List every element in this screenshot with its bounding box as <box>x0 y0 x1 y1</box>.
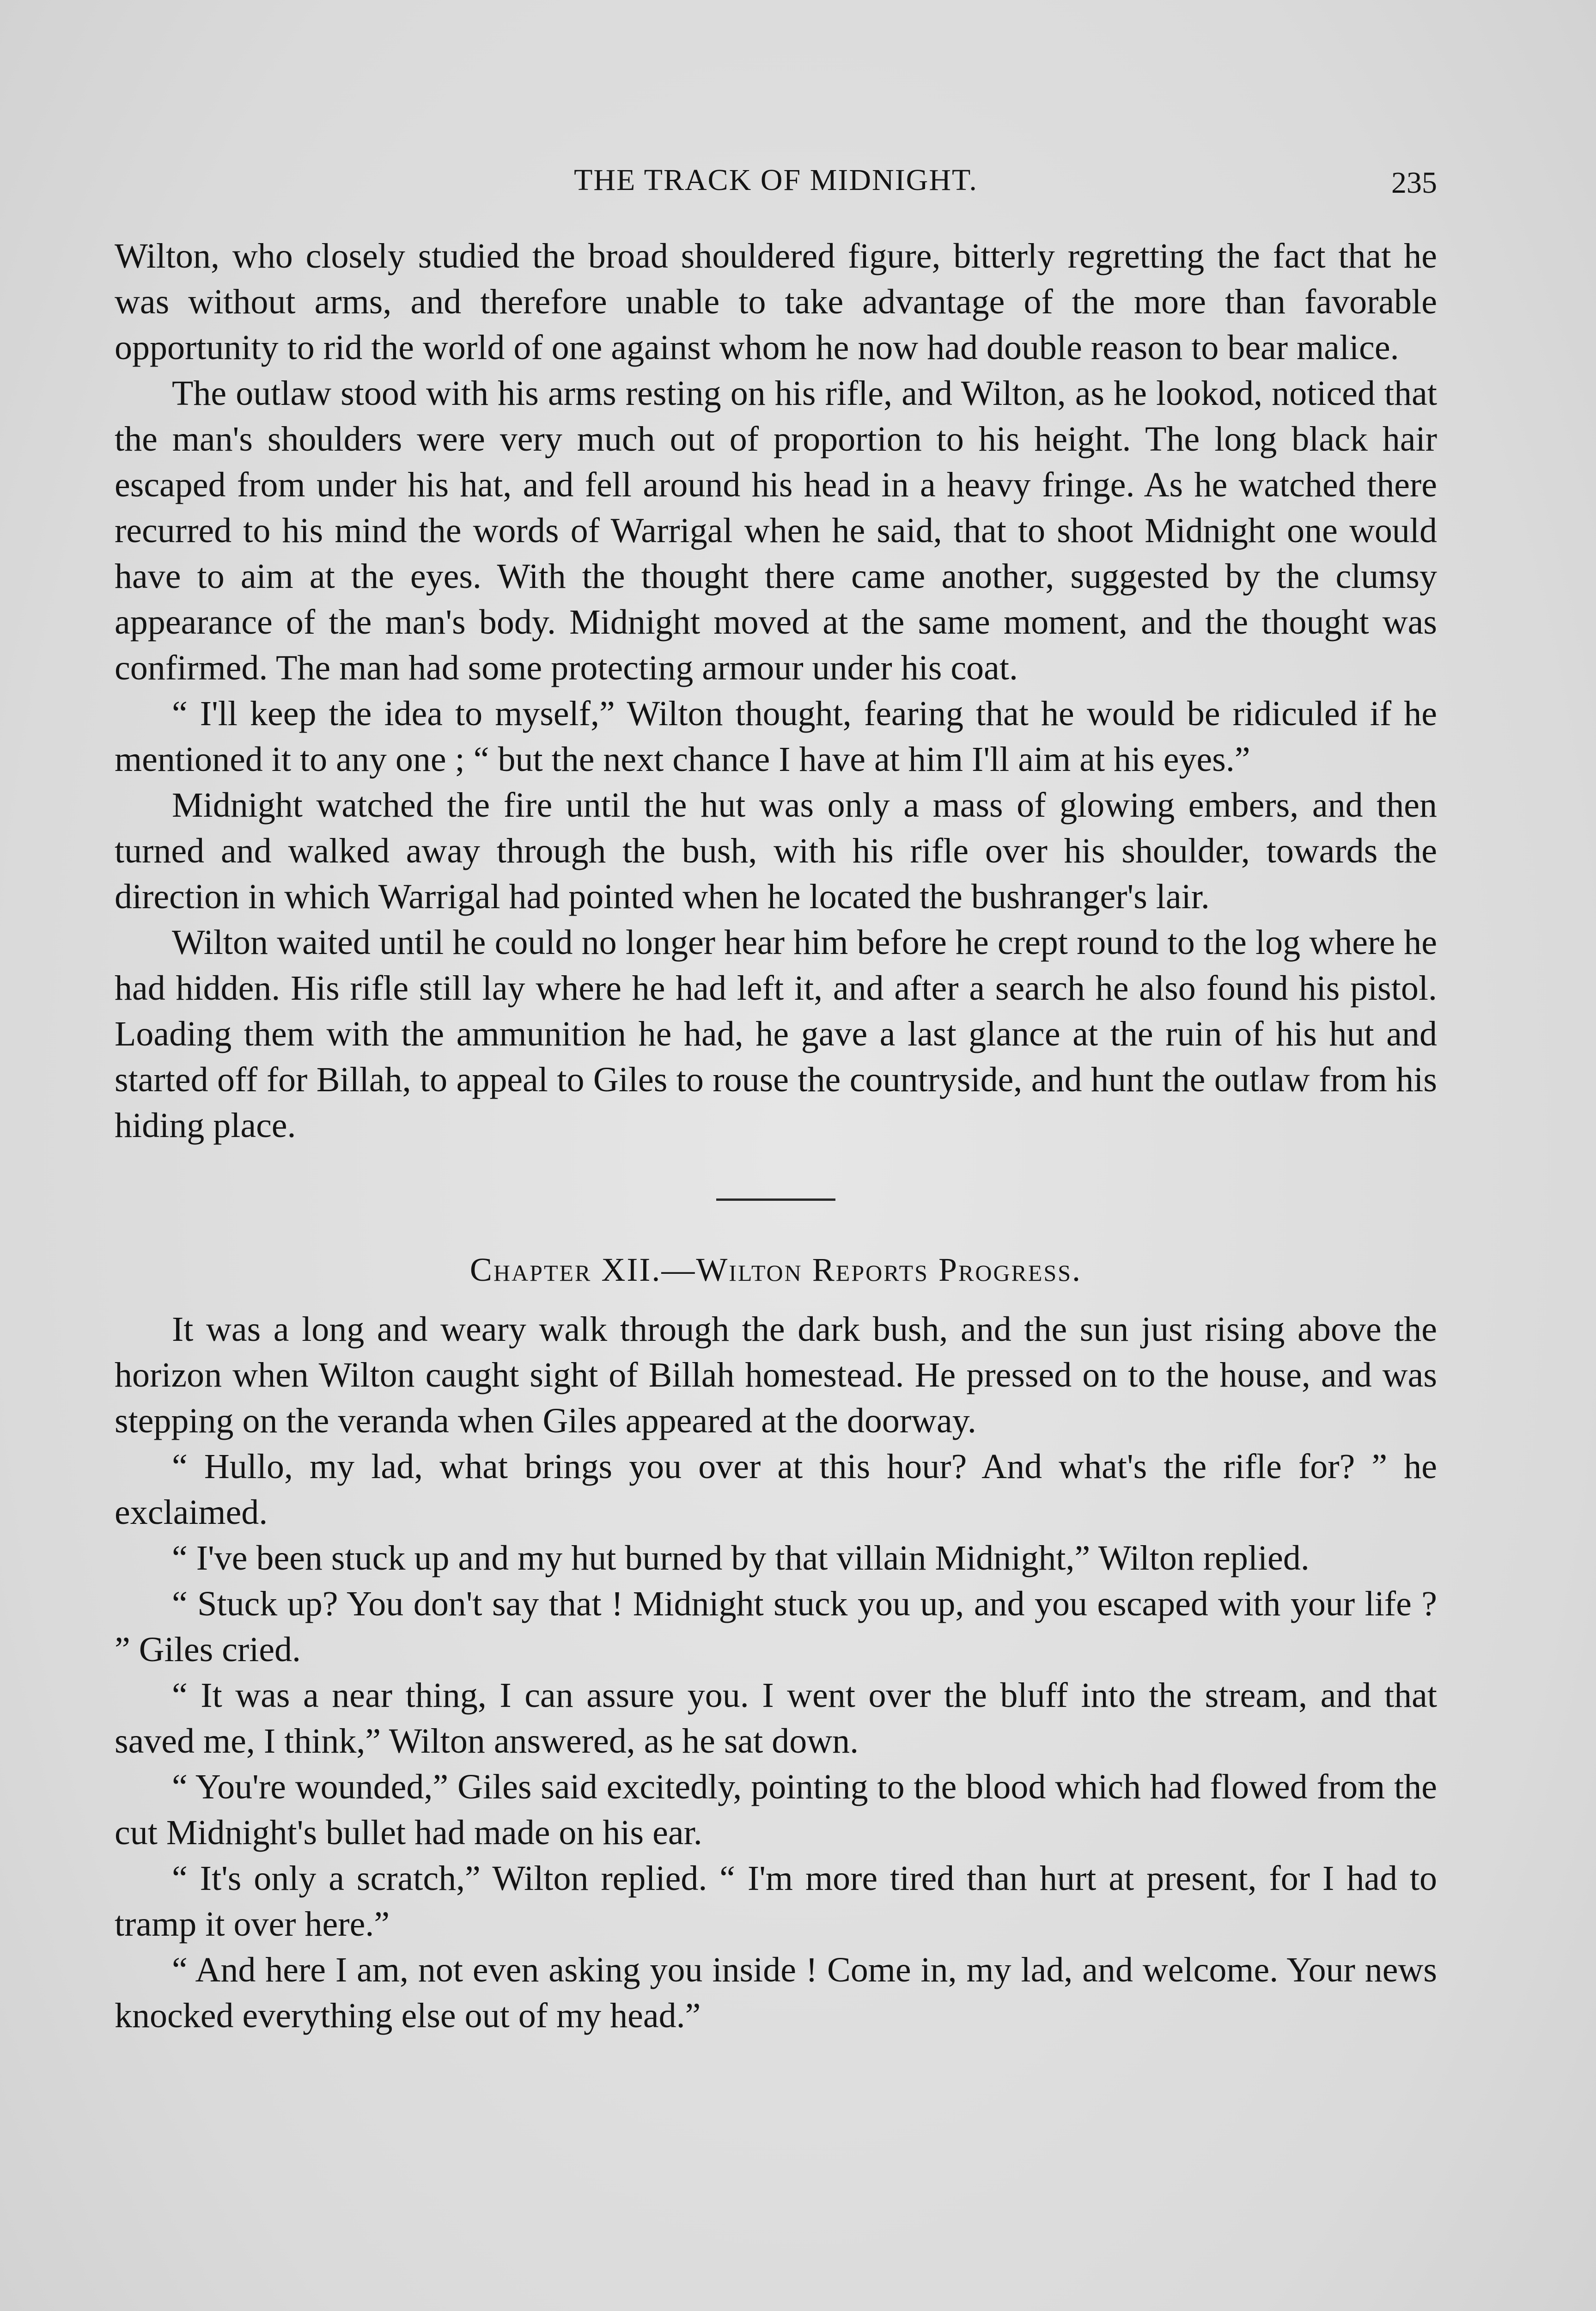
paragraph: “ It was a near thing, I can assure you. I went over the bluff into the stream, and that saved me, I think,” Wilton answered, as he sat down. <box>115 1676 1437 1761</box>
section-divider <box>716 1198 835 1201</box>
paragraph: “ Hullo, my lad, what brings you over at this hour? And what's the rifle for? ” he exclaimed. <box>115 1447 1437 1532</box>
paragraph: “ It's only a scratch,” Wilton replied. “ I'm more tired than hurt at present, for I had to tramp it over here.” <box>115 1859 1437 1944</box>
body-text <box>115 233 1437 2039</box>
paragraph: Wilton, who closely studied the broad shouldered figure, bitterly regretting the fact that he was without arms, and therefore unable to take advantage of the more than favorable opportunity to rid the world of one against whom he now had double reason to bear malice. <box>115 237 1437 367</box>
paragraph: “ And here I am, not even asking you inside ! Come in, my lad, and welcome. Your news knocked everything else out of my head.” <box>115 1950 1437 2035</box>
paragraph: Wilton waited until he could no longer hear him before he crept round to the log where he had hidden. His rifle still lay where he had left it, and after a search he also found his pistol. Loading them with the ammunition he had, he gave a last glance at the ruin of his hut and started off for Billah, to appeal to Giles to rouse the countryside, and hunt the outlaw from his hiding place. <box>115 923 1437 1145</box>
paragraph: “ I've been stuck up and my hut burned by that villain Midnight,” Wilton replied. <box>172 1539 1310 1577</box>
paragraph: Midnight watched the fire until the hut was only a mass of glowing embers, and then turned and walked away through the bush, with his rifle over his shoulder, towards the direction in which Warrigal had pointed when he located the bushranger's lair. <box>115 786 1437 916</box>
running-head <box>115 163 1437 209</box>
paragraph: It was a long and weary walk through the dark bush, and the sun just rising above the horizon when Wilton caught sight of Billah homestead. He pressed on to the house, and was stepping on the veranda when Giles appeared at the doorway. <box>115 1310 1437 1440</box>
paragraph: “ Stuck up? You don't say that ! Midnight stuck you up, and you escaped with your life ? ” Giles cried. <box>115 1584 1437 1669</box>
chapter-heading: Chapter XII.—Wilton Reports Progress. <box>469 1251 1082 1288</box>
page-number: 235 <box>1391 166 1437 200</box>
paragraph: “ You're wounded,” Giles said excitedly, pointing to the blood which had flowed from the cut Midnight's bullet had made on his ear. <box>115 1767 1437 1852</box>
paragraph: The outlaw stood with his arms resting on his rifle, and Wilton, as he lookod, noticed that the man's shoulders were very much out of proportion to his height. The long black hair escaped from under his hat, and fell around his head in a heavy fringe. As he watched there recurred to his mind the words of Warrigal when he said, that to shoot Midnight one would have to aim at the eyes. With the thought there came another, suggested by the clumsy appearance of the man's body. Midnight moved at the same moment, and the thought was confirmed. The man had some protecting armour under his coat. <box>115 374 1437 687</box>
paragraph: “ I'll keep the idea to myself,” Wilton thought, fearing that he would be ridiculed if he mentioned it to any one ; “ but the next chance I have at him I'll aim at his eyes.” <box>115 694 1437 779</box>
running-title: THE TRACK OF MIDNIGHT. <box>574 163 978 197</box>
